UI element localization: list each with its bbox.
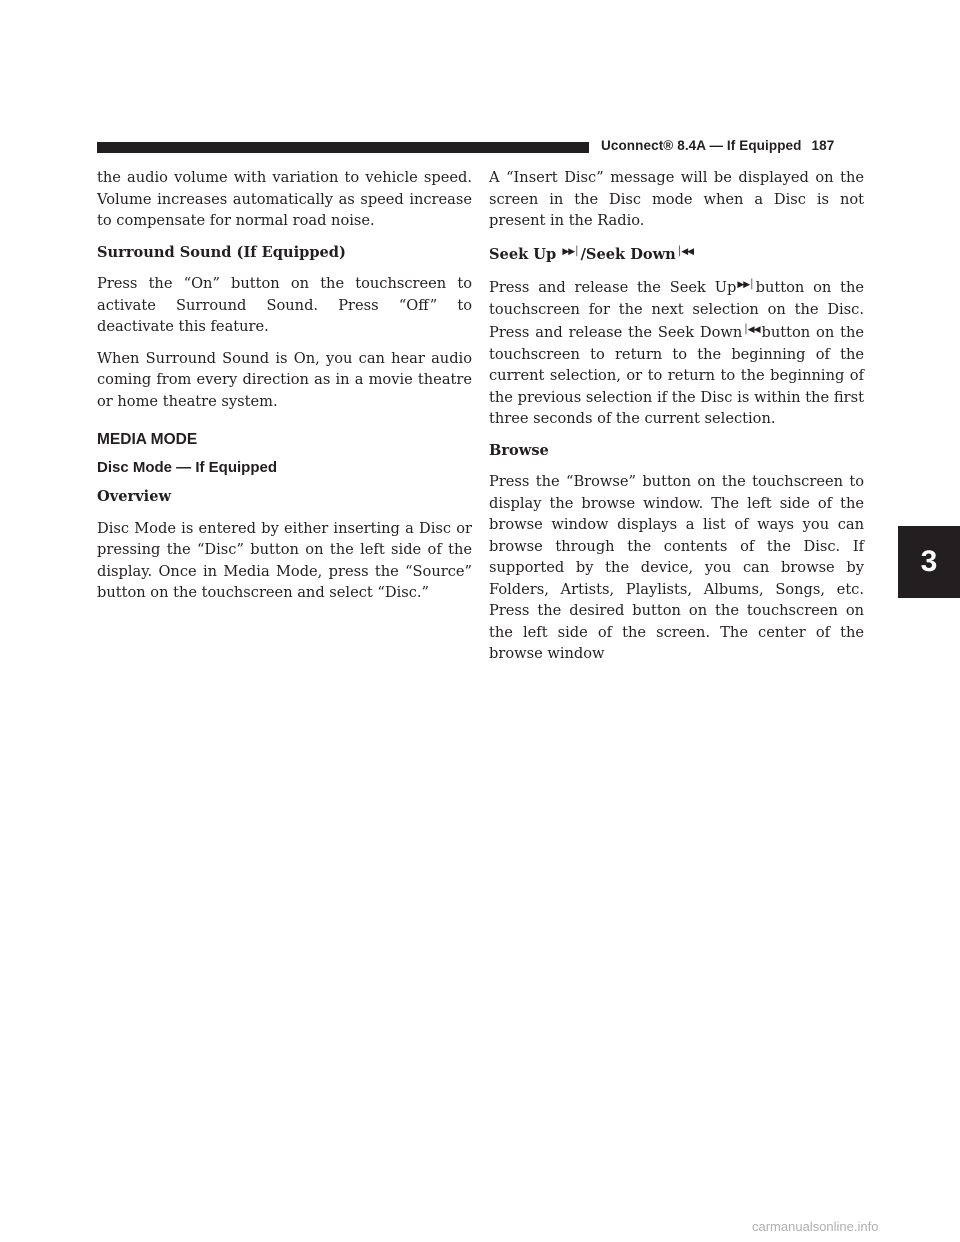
browse-heading: Browse bbox=[489, 441, 549, 459]
header-rule bbox=[97, 142, 589, 153]
watermark: carmanualsonline.info bbox=[752, 1219, 879, 1234]
paragraph: the audio volume with variation to vehicle speed. Volume increases automatically as speed increase to compensate for normal road noise. bbox=[97, 169, 472, 229]
skip-back-icon: │◀◀ bbox=[676, 246, 694, 257]
text-run: button on the touchscreen for the next selection on the Disc. Press and release the Seek Down bbox=[489, 279, 864, 341]
text-run: Press and release the Seek Up bbox=[489, 279, 737, 296]
page-number: 187 bbox=[811, 138, 835, 153]
left-column bbox=[97, 167, 472, 614]
surround-sound-heading: Surround Sound (If Equipped) bbox=[97, 243, 346, 261]
skip-forward-icon: ▶▶│ bbox=[562, 246, 579, 257]
paragraph: Press the “On” button on the touchscreen to activate Surround Sound. Press “Off” to deactivate this feature. bbox=[97, 275, 472, 335]
paragraph: Press the “Browse” button on the touchscreen to display the browse window. The left side of the browse window displays a list of ways you can browse through the contents of the Disc. If supported by the device, you can browse by Folders, Artists, Playlists, Albums, Songs, etc. Press the desired button on the touchscreen on the left side of the screen. The center of the browse window bbox=[489, 473, 864, 662]
text-run: button on the touchscreen to return to the beginning of the current selection, or to return to the beginning of the previous selection if the Disc is within the first three seconds of the current selection. bbox=[489, 324, 864, 427]
disc-mode-heading: Disc Mode — If Equipped bbox=[97, 459, 278, 476]
seek-heading bbox=[489, 242, 864, 266]
skip-forward-icon: ▶▶│ bbox=[737, 280, 754, 290]
paragraph: A “Insert Disc” message will be displayed on the screen in the Disc mode when a Disc is not present in the Radio. bbox=[489, 169, 864, 229]
media-mode-heading: MEDIA MODE bbox=[97, 431, 198, 448]
running-header bbox=[601, 138, 834, 153]
right-column bbox=[489, 167, 864, 675]
seek-down-label: /Seek Down bbox=[580, 245, 676, 263]
paragraph: When Surround Sound is On, you can hear audio coming from every direction as in a movie theatre or home theatre system. bbox=[97, 349, 472, 410]
chapter-tab: 3 bbox=[898, 526, 960, 598]
header-title: Uconnect® 8.4A — If Equipped bbox=[601, 138, 802, 153]
paragraph bbox=[489, 275, 864, 430]
seek-up-label: Seek Up bbox=[489, 245, 557, 263]
overview-heading: Overview bbox=[97, 488, 172, 505]
paragraph: Disc Mode is entered by either inserting a Disc or pressing the “Disc” button on the left side of the display. Once in Media Mode, press the “Source” button on the touchscreen and select “Disc.” bbox=[97, 519, 472, 601]
skip-back-icon: │◀◀ bbox=[743, 325, 760, 335]
